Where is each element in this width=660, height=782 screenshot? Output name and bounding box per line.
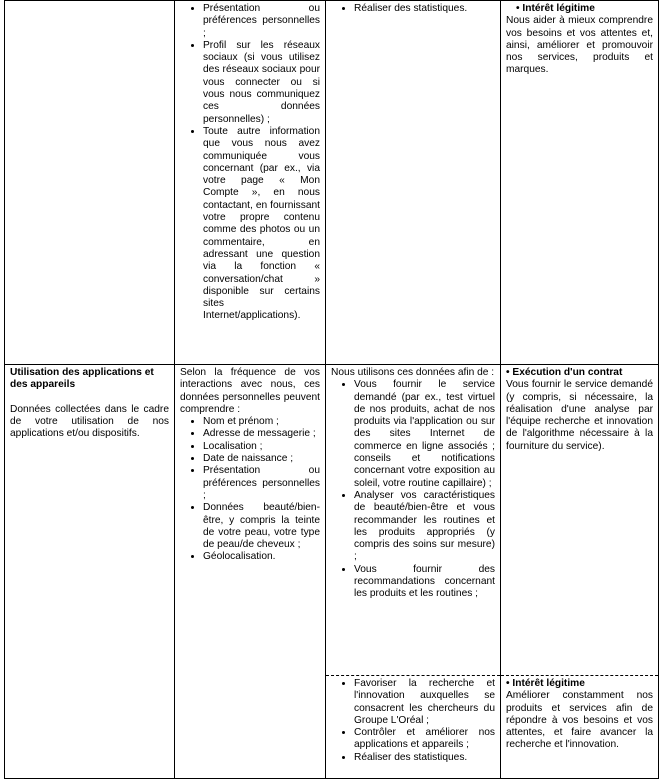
list-item: • Vous fournir des recommandations concernant les produits et les routines ; [354,564,495,601]
purpose-cell [326,676,501,779]
purpose-list [331,678,495,764]
list-item: • Réaliser des statistiques. [354,752,495,764]
list-item: • Adresse de messagerie ; [203,428,320,440]
list-item: • Contrôler et améliorer nos applications et appareils ; [354,727,495,752]
legal-basis-title: • Intérêt légitime [506,3,653,15]
list-item: • Profil sur les réseaux sociaux (si vous utilisez des réseaux sociaux pour vous connecter ou si vous nous communiquez ces données personnelles) ; [203,40,320,126]
purpose-list [331,3,495,15]
legal-basis-text: Améliorer constamment nos produits et services afin de répondre à vos besoins et vos attentes, et faire avancer la recherche et l'innovation. [506,690,653,751]
purpose-cell [326,365,501,676]
table-row [5,365,659,676]
table-row [5,1,659,365]
data-processing-table [4,0,659,779]
list-item: • Nom et prénom ; [203,416,320,428]
purpose-list [331,379,495,600]
purpose-cell [326,1,501,365]
list-item: • Date de naissance ; [203,453,320,465]
category-title: Utilisation des applications et des appareils [10,367,154,391]
legal-basis-text: Vous fournir le service demandé (y compris, si nécessaire, la réalisation d'une analyse par l'équipe recherche et innovation de l'algorithme nécessaire à la fourniture du service). [506,379,653,452]
purpose-intro: Nous utilisons ces données afin de : [331,367,495,378]
category-cell [5,1,175,365]
data-intro: Selon la fréquence de vos interactions avec nous, ces données personnelles peuvent comprendre : [180,367,320,415]
data-list [180,3,320,323]
legal-basis-text: Nous aider à mieux comprendre vos besoins et vos attentes et, ainsi, améliorer et promouvoir nos services, produits et marques. [506,15,653,76]
data-list [180,416,320,564]
legal-basis-cell [501,676,659,779]
list-item: • Vous fournir le service demandé (par ex., test virtuel de nos produits, achat de nos produits via l'application ou sur des sites Internet de commerce en ligne associés ; conseils et notifications concernant votre exposition au soleil, votre routine capillaire) ; [354,379,495,490]
list-item: • Présentation ou préférences personnelles ; [203,465,320,502]
list-item: • Analyser vos caractéristiques de beauté/bien-être et vous recommander les routines et les produits appropriés (y compris des soins sur mesure) ; [354,490,495,564]
list-item: • Localisation ; [203,441,320,453]
list-item: • Toute autre information que vous nous avez communiquée vous concernant (par ex., via votre page « Mon Compte », en nous contactant, en fournissant votre propre contenu comme des photos ou un commentaire, en adressant une question via la fonction « conversation/chat » disponible sur certains sites Internet/applications). [203,126,320,323]
legal-basis-cell [501,1,659,365]
list-item: • Réaliser des statistiques. [354,3,495,15]
list-item: • Géolocalisation. [203,551,320,563]
legal-basis-title: • Exécution d'un contrat [506,367,653,379]
legal-basis-title: • Intérêt légitime [506,678,653,690]
category-cell [5,365,175,779]
list-item: • Présentation ou préférences personnelles ; [203,3,320,40]
data-collected-cell [175,365,326,779]
list-item: • Favoriser la recherche et l'innovation auxquelles se consacrent les chercheurs du Groupe L'Oréal ; [354,678,495,727]
legal-basis-cell [501,365,659,676]
list-item: • Données beauté/bien-être, y compris la teinte de votre peau, votre type de peau/de cheveux ; [203,502,320,551]
data-collected-cell [175,1,326,365]
category-description: Données collectées dans le cadre de votre utilisation de nos applications et/ou dispositifs. [10,403,169,440]
